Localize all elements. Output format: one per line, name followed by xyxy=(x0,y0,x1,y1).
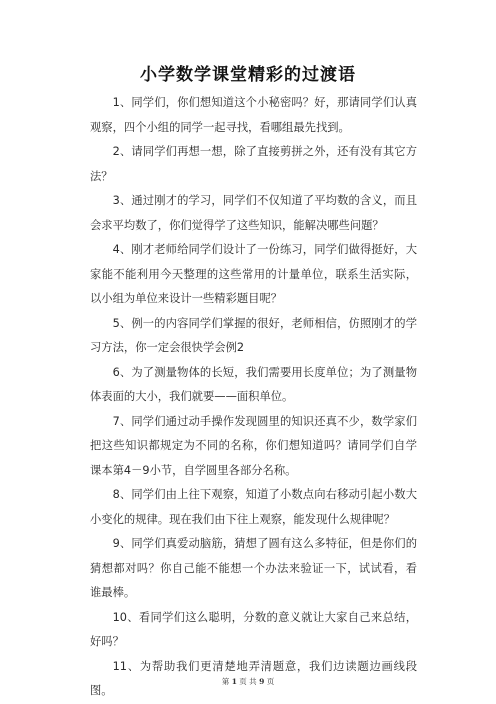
paragraph-4: 4、刚才老师给同学们设计了一份练习，同学们做得挺好，大家能不能利用今天整理的这些常用的计量单位，联系生活实际，以小组为单位来设计一些精彩题目呢？ xyxy=(90,243,417,305)
page-footer xyxy=(0,676,496,687)
document-body xyxy=(90,91,417,704)
paragraph-6: 6、为了测量物体的长短，我们需要用长度单位；为了测量物体表面的大小，我们就要——面积单位。 xyxy=(90,365,417,403)
footer-prefix: 第 xyxy=(221,677,230,686)
page-title: 小学数学课堂精彩的过渡语 xyxy=(140,65,356,85)
paragraph-5: 5、例一的内容同学们掌握的很好，老师相信，仿照刚才的学习方法，你一定会很快学会例2 xyxy=(90,316,417,354)
paragraph-10: 10、看同学们这么聪明，分数的意义就让大家自己来总结，好吗？ xyxy=(90,610,417,648)
footer-total-pages: 9 xyxy=(259,677,265,686)
paragraph-9: 9、同学们真爱动脑筋，猜想了圆有这么多特征，但是你们的猜想都对吗？你自己能不能想一个办法来验证一下，试试看，看谁最棒。 xyxy=(90,537,417,599)
footer-current-page: 1 xyxy=(231,677,237,686)
paragraph-2: 2、请同学们再想一想，除了直接剪拼之外，还有没有其它方法？ xyxy=(90,145,417,183)
paragraph-1: 1、同学们，你们想知道这个小秘密吗？好，那请同学们认真观察，四个小组的同学一起寻找，看哪组最先找到。 xyxy=(90,96,417,134)
footer-middle: 页 共 xyxy=(239,677,257,686)
paragraph-11: 11、为帮助我们更清楚地弄清题意，我们边读题边画线段图。 xyxy=(90,659,417,697)
footer-suffix: 页 xyxy=(266,677,275,686)
paragraph-7: 7、同学们通过动手操作发现圆里的知识还真不少，数学家们把这些知识都规定为不同的名称，你们想知道吗？请同学们自学课本第4－9小节，自学圆里各部分名称。 xyxy=(90,414,417,477)
paragraph-3: 3、通过刚才的学习，同学们不仅知道了平均数的含义，而且会求平均数了，你们觉得学了这些知识，能解决哪些问题？ xyxy=(90,194,417,232)
paragraph-8: 8、同学们由上往下观察，知道了小数点向右移动引起小数大小变化的规律。现在我们由下往上观察，能发现什么规律呢？ xyxy=(90,488,417,526)
